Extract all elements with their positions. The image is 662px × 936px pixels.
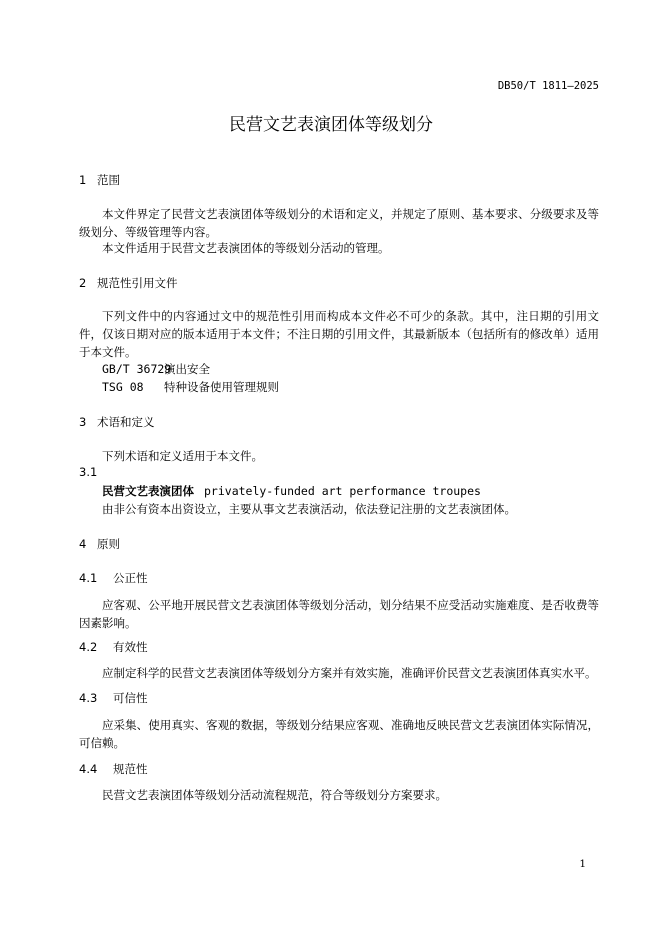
section-2-paragraph-1: 下列文件中的内容通过文中的规范性引用而构成本文件必不可少的条款。其中，注日期的引用文件，仅该日期对应的版本适用于本文件；不注日期的引用文件，其最新版本（包括所有的修改单）适用于本文件。 <box>79 309 599 359</box>
section-title: 原则 <box>97 537 120 551</box>
reference-id: GB/T 36729 <box>102 362 172 376</box>
subsection-number: 4.1 <box>79 571 98 585</box>
section-number: 4 <box>79 537 87 551</box>
page-number: 1 <box>579 858 586 870</box>
section-title: 规范性引用文件 <box>97 276 178 290</box>
section-title: 术语和定义 <box>97 415 155 429</box>
subsection-4-4-heading <box>79 761 148 777</box>
subsection-4-2-heading <box>79 639 148 655</box>
term-chinese: 民营文艺表演团体 <box>102 484 194 498</box>
document-title: 民营文艺表演团体等级划分 <box>229 115 433 135</box>
standard-code: DB50/T 1811—2025 <box>497 80 599 92</box>
subsection-number: 4.4 <box>79 762 98 776</box>
subsection-4-1-heading <box>79 570 148 586</box>
section-3-paragraph-1: 下列术语和定义适用于本文件。 <box>102 449 263 463</box>
section-1-heading <box>79 172 120 188</box>
section-number: 2 <box>79 276 87 290</box>
term-entry <box>102 483 481 499</box>
subsection-4-3-heading <box>79 690 148 706</box>
subsection-title: 规范性 <box>113 762 148 776</box>
section-4-heading <box>79 536 120 552</box>
reference-id: TSG 08 <box>102 380 144 394</box>
term-definition: 由非公有资本出资设立，主要从事文艺表演活动，依法登记注册的文艺表演团体。 <box>102 502 516 516</box>
subsection-4-2-text: 应制定科学的民营文艺表演团体等级划分方案并有效实施，准确评价民营文艺表演团体真实水平。 <box>102 666 597 680</box>
normative-reference <box>102 361 210 377</box>
reference-name: 特种设备使用管理规则 <box>164 380 279 394</box>
subsection-4-1-text: 应客观、公平地开展民营文艺表演团体等级划分活动，划分结果不应受活动实施难度、是否收费等因素影响。 <box>79 598 599 630</box>
subsection-number: 4.2 <box>79 640 98 654</box>
section-3-heading <box>79 414 155 430</box>
normative-reference <box>102 379 279 395</box>
section-number: 1 <box>79 173 87 187</box>
term-english: privately-funded art performance troupes <box>204 484 481 498</box>
section-1-paragraph-1: 本文件界定了民营文艺表演团体等级划分的术语和定义，并规定了原则、基本要求、分级要求及等级划分、等级管理等内容。 <box>79 207 599 239</box>
section-2-heading <box>79 275 178 291</box>
term-number: 3.1 <box>79 465 98 479</box>
subsection-number: 4.3 <box>79 691 98 705</box>
section-number: 3 <box>79 415 87 429</box>
subsection-4-3-text: 应采集、使用真实、客观的数据，等级划分结果应客观、准确地反映民营文艺表演团体实际情况，可信赖。 <box>79 718 599 750</box>
subsection-title: 有效性 <box>113 640 148 654</box>
section-1-paragraph-2: 本文件适用于民营文艺表演团体的等级划分活动的管理。 <box>102 241 390 255</box>
subsection-4-4-text: 民营文艺表演团体等级划分活动流程规范，符合等级划分方案要求。 <box>102 788 447 802</box>
subsection-title: 可信性 <box>113 691 148 705</box>
reference-name: 演出安全 <box>164 362 210 376</box>
subsection-title: 公正性 <box>113 571 148 585</box>
section-title: 范围 <box>97 173 120 187</box>
